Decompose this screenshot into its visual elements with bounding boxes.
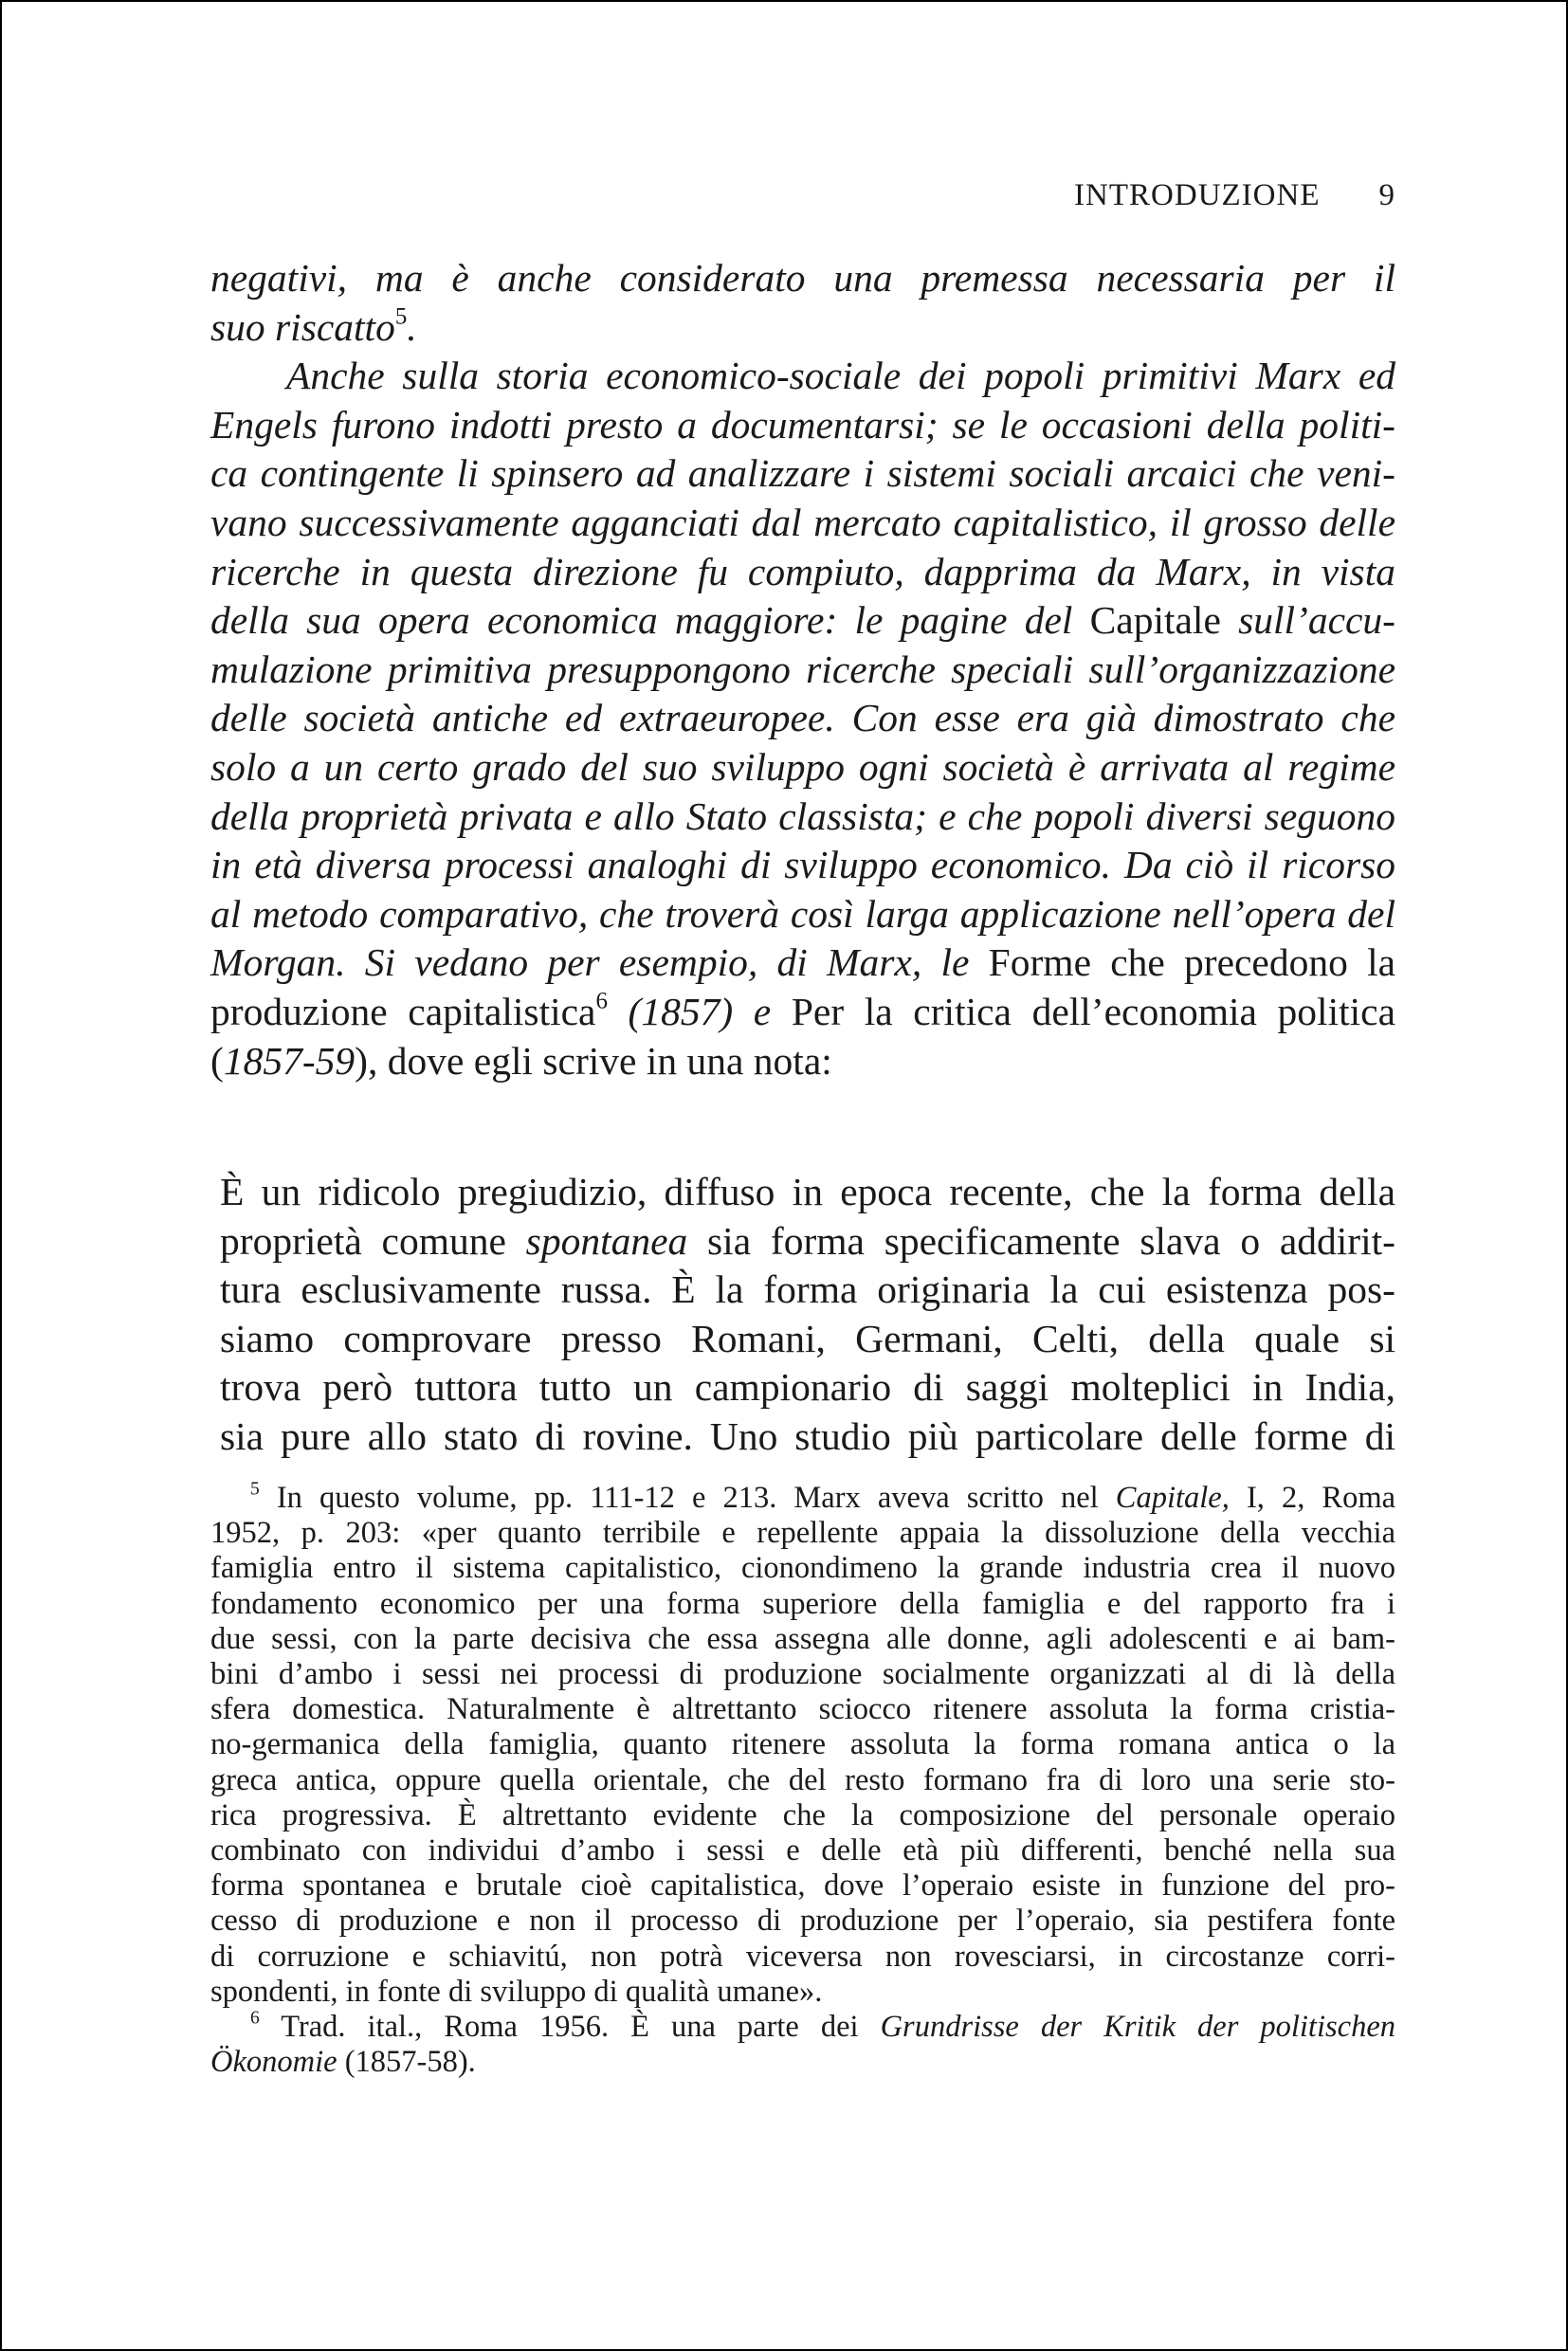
text-line: della proprietà privata e allo Stato classista; e che popoli diversi seguono xyxy=(210,793,1395,838)
work-title: Grundrisse der Kritik der politischen xyxy=(880,2010,1395,2045)
text-line: in età diversa processi analoghi di sviluppo economico. Da ciò il ricorso xyxy=(210,843,1395,887)
block-quote xyxy=(220,1168,1395,1462)
footnote-line: no-germanica della famiglia, quanto ritenere assoluta la forma romana antica o la xyxy=(210,1727,1395,1762)
text-line: ricerche in questa direzione fu compiuto, dapprima da Marx, in vista xyxy=(210,549,1395,593)
text-line: solo a un certo grado del suo sviluppo ogni società è arrivata al regime xyxy=(210,744,1395,789)
work-title: Capitale xyxy=(1089,598,1221,643)
text-line: al metodo comparativo, che troverà così larga applicazione nell’opera del xyxy=(210,891,1395,936)
footnote-line: forma spontanea e brutale cioè capitalistica, dove l’operaio esiste in funzione del pro- xyxy=(210,1868,1395,1904)
work-title: Per la critica dell’economia politica xyxy=(791,989,1396,1033)
work-title: Forme che precedono la xyxy=(988,940,1396,985)
quote-line: trova però tuttora tutto un campionario di saggi molteplici in India, xyxy=(220,1365,1395,1410)
footnote-line: bini d’ambo i sessi nei processi di produzione socialmente organizzati al di là della xyxy=(210,1657,1395,1692)
text-line: produzione capitalistica$^6$ (1857) e Per la critica dell’economia politica xyxy=(210,988,1396,1033)
footnote-line: spondenti, in fonte di sviluppo di qualità umane». xyxy=(210,1974,823,2009)
text-line: della sua opera economica maggiore: le pagine del Capitale sull’accu- xyxy=(210,598,1396,643)
footnote-line: $^6$ Trad. ital., Roma 1956. È una parte dei Grundrisse der Kritik der politischen xyxy=(250,2008,1395,2045)
text-line: Morgan. Si vedano per esempio, di Marx, le Forme che precedono la xyxy=(210,940,1396,985)
footnote-line: fondamento economico per una forma superiore della famiglia e del rapporto fra i xyxy=(210,1586,1395,1621)
emphasis: spontanea xyxy=(525,1218,688,1263)
text-line: vano successivamente agganciati dal mercato capitalistico, il grosso delle xyxy=(210,500,1395,544)
footnote-marker-5: 5 xyxy=(250,1479,260,1500)
footnote-line: $^5$ In questo volume, pp. 111-12 e 213. Marx aveva scritto nel Capitale, I, 2, Roma xyxy=(250,1479,1396,1515)
text-line: negativi, ma è anche considerato una premessa necessaria per il xyxy=(210,256,1395,300)
quote-line: È un ridicolo pregiudizio, diffuso in epoca recente, che la forma della xyxy=(220,1170,1395,1213)
footnotes xyxy=(210,1481,1395,2080)
footnote-line: greca antica, oppure quella orientale, che del resto formano fra di loro una serie sto- xyxy=(210,1762,1395,1797)
text-line: Anche sulla storia economico-sociale dei popoli primitivi Marx ed xyxy=(286,354,1395,398)
footnote-ref-6[interactable]: 6 xyxy=(595,988,608,1014)
quote-line: siamo comprovare presso Romani, Germani, Celti, della quale si xyxy=(220,1316,1395,1360)
footnote-line: 1952, p. 203: «per quanto terribile e repellente appaia la dissoluzione della vecchia xyxy=(210,1516,1395,1551)
main-text xyxy=(210,254,1395,1085)
text-line: delle società antiche ed extraeuropee. Con esse era già dimostrato che xyxy=(210,696,1395,740)
text-line: (1857-59), dove egli scrive in una nota: xyxy=(210,1038,832,1083)
work-title: Capitale, xyxy=(1115,1481,1230,1515)
work-title: Ökonomie xyxy=(210,2045,337,2080)
footnote-line: due sessi, con la parte decisiva che essa assegna alle donne, agli adolescenti e ai bam- xyxy=(210,1621,1395,1656)
footnote-marker-6: 6 xyxy=(250,2008,260,2029)
text-line: mulazione primitiva presuppongono ricerche speciali sull’organizzazione xyxy=(210,647,1395,691)
running-title: INTRODUZIONE xyxy=(1074,178,1321,212)
footnote-line: famiglia entro il sistema capitalistico, cionondimeno la grande industria crea il nuovo xyxy=(210,1551,1395,1586)
text-line: suo riscatto$^5$. xyxy=(210,303,417,349)
quote-line: sia pure allo stato di rovine. Uno studio più particolare delle forme di xyxy=(220,1413,1395,1458)
footnote-line: Ökonomie (1857-58). xyxy=(210,2045,476,2080)
quote-line: tura esclusivamente russa. È la forma originaria la cui esistenza pos- xyxy=(220,1267,1395,1312)
work-title: produzione capitalistica xyxy=(210,989,596,1033)
footnote-ref-5[interactable]: 5 xyxy=(394,303,408,330)
footnote-line: sfera domestica. Naturalmente è altrettanto sciocco ritenere assoluta la forma cristia- xyxy=(210,1692,1395,1727)
text-line: ca contingente li spinsero ad analizzare i sistemi sociali arcaici che veni- xyxy=(210,451,1395,496)
footnote-line: combinato con individui d’ambo i sessi e delle età più differenti, benché nella sua xyxy=(210,1833,1395,1868)
quote-line: proprietà comune spontanea sia forma specificamente slava o addirit- xyxy=(220,1218,1395,1263)
text-line: Engels furono indotti presto a documentarsi; se le occasioni della politi- xyxy=(210,402,1395,447)
running-header xyxy=(210,178,1395,213)
page-number: 9 xyxy=(1378,178,1395,212)
footnote-line: rica progressiva. È altrettanto evidente che la composizione del personale operaio xyxy=(210,1797,1395,1832)
footnote-line: di corruzione e schiavitú, non potrà viceversa non rovesciarsi, in circostanze corri- xyxy=(210,1939,1395,1974)
footnote-line: cesso di produzione e non il processo di produzione per l’operaio, sia pestifera fonte xyxy=(210,1904,1395,1939)
